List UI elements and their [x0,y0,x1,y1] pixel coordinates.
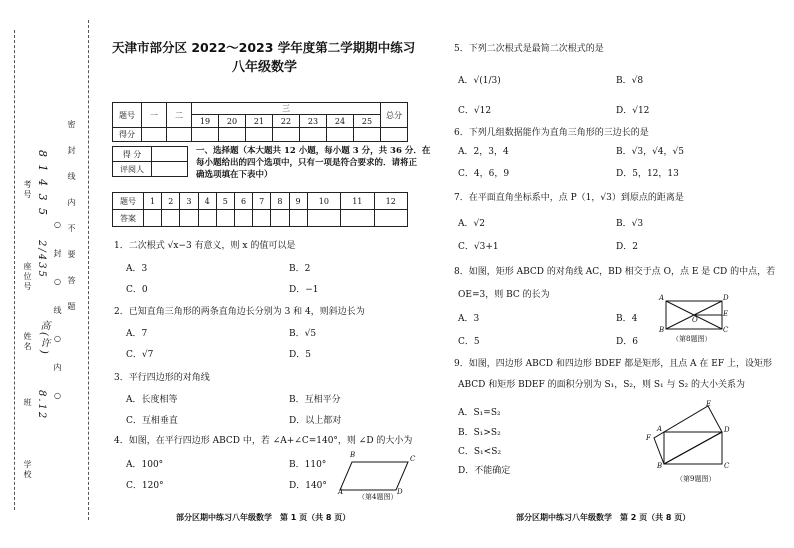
score-sub: 19 [192,115,219,128]
score-row-label: 得分 [113,128,142,142]
q2-opt-a: A．7 [126,329,148,339]
score-cell[interactable] [354,128,381,142]
exam-no-value: 8 1 4 3 5 [36,150,49,217]
q1-opt-c: C．0 [126,285,148,295]
score-cell[interactable] [327,128,354,142]
binding-strip [0,0,100,548]
q6-stem: 6．下列几组数据能作为直角三角形的三边长的是 [454,128,649,138]
q8-opt-c: C．5 [458,337,480,347]
answer-th: 7 [253,193,271,210]
score-cell[interactable] [300,128,327,142]
dash-border-left [14,30,15,510]
section1-instructions-1: 一、选择题（本大题共 12 小题，每小题 3 分，共 36 分．在 [196,146,431,156]
answer-th: 4 [198,193,216,210]
footer-right: 部分区期中练习八年级数学 第 2 页（共 8 页） [516,513,691,522]
class-value: 8.12 [36,390,47,421]
q4-opt-c: C．120° [126,481,164,491]
score-sub: 21 [246,115,273,128]
answer-th-label: 题号 [113,193,144,210]
class-label: 班 [23,398,32,408]
fig8-caption: （第8题图） [672,335,712,343]
q5-opt-c: C．√12 [458,106,492,116]
fig8-label-c: C [723,326,729,334]
answer-cell[interactable] [271,210,289,227]
q3-opt-a: A．长度相等 [126,395,178,405]
answer-row-label: 答案 [113,210,144,227]
answer-th: 12 [374,193,408,210]
q9-opt-c: C．S₁<S₂ [458,447,501,457]
q2-opt-b: B．√5 [289,329,317,339]
fig9-label-e: E [706,400,712,408]
fig8-label-d: D [723,294,729,302]
q1-opt-a: A．3 [126,264,148,274]
fig8-label-a: A [659,294,665,302]
q8-opt-d: D．6 [616,337,638,347]
fig8-label-b: B [659,326,665,334]
answer-cell[interactable] [198,210,216,227]
q1-opt-d: D．−1 [289,285,319,295]
answer-cell[interactable] [216,210,234,227]
q3-opt-d: D．以上都对 [289,416,342,426]
answer-th: 3 [180,193,198,210]
fig9-caption: （第9题图） [676,475,716,483]
answer-cell[interactable] [180,210,198,227]
fig9-label-d: D [724,426,730,434]
school-label: 学校 [23,460,32,480]
q8-opt-b: B．4 [616,314,638,324]
q7-stem: 7．在平面直角坐标系中，点 P（1，√3）到原点的距离是 [454,193,684,203]
q2-opt-c: C．√7 [126,350,154,360]
q7-opt-b: B．√3 [616,219,644,229]
score-cell[interactable] [167,128,192,142]
q9-opt-b: B．S₁>S₂ [458,428,501,438]
q2-opt-d: D．5 [289,350,311,360]
seat-label: 座位号 [23,262,32,292]
q1-stem: 1．二次根式 √x−3 有意义，则 x 的值可以是 [114,241,296,251]
fig8-label-o: O [692,316,698,324]
fig4-label-a: A [338,488,344,496]
q3-stem: 3．平行四边形的对角线 [114,373,210,383]
fig4-label-c: C [410,455,416,463]
score-sub: 20 [219,115,246,128]
q2-stem: 2．已知直角三角形的两条直角边长分别为 3 和 4，则斜边长为 [114,307,365,317]
score-sub: 24 [327,115,354,128]
answer-cell[interactable] [253,210,271,227]
answer-th: 1 [144,193,162,210]
q9-opt-a: A．S₁=S₂ [458,408,501,418]
score-cell[interactable] [273,128,300,142]
q5-opt-d: D．√12 [616,106,650,116]
answer-th: 8 [271,193,289,210]
score-th-3: 三 [192,103,381,115]
q5-stem: 5．下列二次根式是最简二次根式的是 [454,44,604,54]
q4-stem: 4．如图，在平行四边形 ABCD 中，若 ∠A+∠C=140°，则 ∠D 的大小为 [114,436,413,446]
q5-opt-b: B．√8 [616,76,644,86]
answer-th: 2 [162,193,180,210]
exam-subtitle: 八年级数学 [232,60,298,75]
q6-opt-c: C．4，6，9 [458,169,510,179]
q9-stem-2: ABCD 和矩形 BDEF 的面积分别为 S₁，S₂，则 S₁ 与 S₂ 的大小关系为 [458,380,746,390]
fig4-caption: （第4题图） [358,493,398,501]
score-cell[interactable] [219,128,246,142]
fig9-label-c: C [724,462,730,470]
score-cell[interactable] [381,128,408,142]
score-cell[interactable] [246,128,273,142]
q4-opt-a: A．100° [126,460,164,470]
answer-cell[interactable] [144,210,162,227]
dash-border-right [88,20,89,520]
score-sub: 25 [354,115,381,128]
seal-line-text: 密 封 线 内 不 要 答 题 [67,120,76,315]
section-score-label: 得 分 [113,147,152,162]
q4-opt-d: D．140° [289,481,327,491]
q7-opt-a: A．√2 [458,219,485,229]
score-th-num: 题号 [113,103,142,128]
answer-cell[interactable] [307,210,340,227]
score-sub: 23 [300,115,327,128]
fig9-label-f: F [646,434,651,442]
q8-opt-a: A．3 [458,314,480,324]
q5-opt-a: A．√(1/3) [458,76,501,86]
fig4-label-b: B [350,451,356,459]
score-th-total: 总分 [381,103,408,128]
exam-no-label: 考号 [23,180,32,200]
answer-cell[interactable] [234,210,252,227]
score-sub: 22 [273,115,300,128]
answer-th: 10 [307,193,340,210]
section-reviewer-label: 评阅人 [113,162,152,177]
section-reviewer-cell[interactable] [152,162,188,177]
fig9-label-a: A [657,425,663,433]
seat-value: 2/435 [36,240,47,279]
answer-th: 9 [289,193,307,210]
answer-cell[interactable] [289,210,307,227]
answer-cell[interactable] [341,210,374,227]
score-th-1: 一 [142,103,167,128]
answer-cell[interactable] [162,210,180,227]
q9-opt-d: D．不能确定 [458,466,511,476]
q3-opt-c: C．互相垂直 [126,416,178,426]
seal-marks: ○ 封 ○ 线 ○ 内 ○ [53,220,62,406]
q7-opt-d: D．2 [616,242,638,252]
score-cell[interactable] [142,128,167,142]
score-th-2: 二 [167,103,192,128]
name-value: 高(许) [38,320,49,356]
section1-instructions-2: 每小题给出的四个选项中，只有一项是符合要求的．请将正 [196,158,418,168]
answer-cell[interactable] [374,210,408,227]
score-table [112,102,408,142]
answer-table [112,192,408,227]
q9-stem-1: 9．如图，四边形 ABCD 和四边形 BDEF 都是矩形，且点 A 在 EF 上，设矩形 [454,359,772,369]
exam-title: 天津市部分区 2022～2023 学年度第二学期期中练习 [112,40,416,55]
q4-opt-b: B．110° [289,460,327,470]
q1-opt-b: B．2 [289,264,311,274]
name-label: 姓名 [23,332,32,352]
answer-th: 6 [234,193,252,210]
answer-th: 11 [341,193,374,210]
score-cell[interactable] [192,128,219,142]
fig4-label-d: D [397,488,403,496]
q6-opt-d: D．5，12，13 [616,169,679,179]
q6-opt-a: A．2，3，4 [458,147,509,157]
answer-th: 5 [216,193,234,210]
q8-stem-2: OE=3，则 BC 的长为 [458,290,550,300]
section1-score-box [112,146,188,177]
q7-opt-c: C．√3+1 [458,242,499,252]
q6-opt-b: B．√3，√4，√5 [616,147,684,157]
q8-stem-1: 8．如图，矩形 ABCD 的对角线 AC，BD 相交于点 O，点 E 是 CD 的中点，若 [454,267,776,277]
fig8-label-e: E [723,310,729,318]
q3-opt-b: B．互相平分 [289,395,341,405]
fig9-label-b: B [657,462,663,470]
section-score-cell[interactable] [152,147,188,162]
section1-instructions-3: 确选项填在下表中） [196,170,273,180]
footer-left: 部分区期中练习八年级数学 第 1 页（共 8 页） [176,513,351,522]
